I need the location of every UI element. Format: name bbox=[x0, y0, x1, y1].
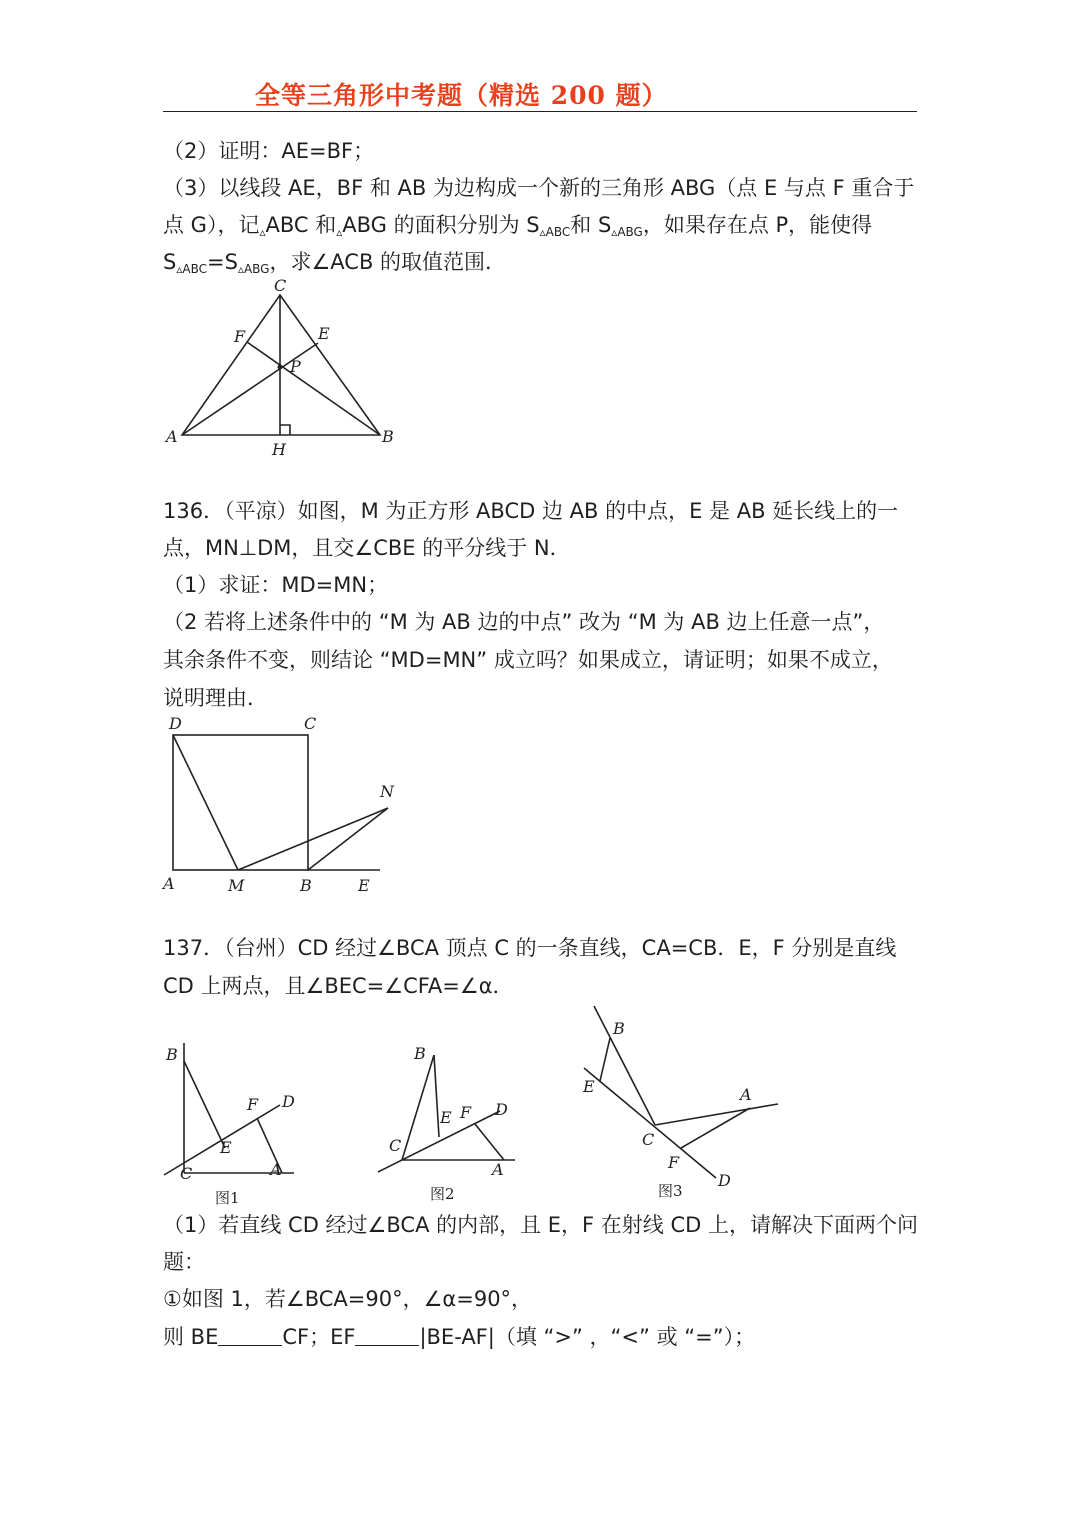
triangle-symbol: ▵ bbox=[336, 225, 343, 239]
line-be bbox=[184, 1061, 225, 1148]
figure-caption: 图3 bbox=[658, 1182, 683, 1200]
line-bn bbox=[308, 808, 388, 870]
label-e: E bbox=[440, 1108, 452, 1127]
label-f: F bbox=[460, 1103, 472, 1122]
label-f: F bbox=[247, 1095, 259, 1114]
label-a: A bbox=[270, 1160, 282, 1179]
label-a: A bbox=[492, 1160, 504, 1179]
label-f: F bbox=[668, 1153, 680, 1172]
q136-line4: （2 若将上述条件中的 “M 为 AB 边的中点” 改为 “M 为 AB 边上任意一点”， bbox=[163, 610, 885, 634]
label-e: E bbox=[358, 876, 370, 895]
text-segment: ABC 和 bbox=[265, 213, 337, 237]
label-p: P bbox=[290, 357, 301, 376]
q136-line6: 说明理由． bbox=[163, 686, 268, 710]
label-b: B bbox=[382, 427, 394, 446]
q137-figure-1 bbox=[160, 1035, 305, 1210]
label-d: D bbox=[169, 714, 182, 733]
label-e: E bbox=[220, 1138, 232, 1157]
q136-line2: 点，MN⊥DM，且交∠CBE 的平分线于 N． bbox=[163, 536, 571, 560]
text-segment: =S bbox=[206, 250, 238, 274]
line-dm bbox=[173, 735, 238, 870]
label-e: E bbox=[583, 1077, 595, 1096]
label-a: A bbox=[740, 1085, 752, 1104]
subscript-text: ABC bbox=[545, 225, 571, 239]
label-a: A bbox=[166, 427, 178, 446]
text-segment: ，如果存在点 P，能使得 bbox=[642, 213, 873, 237]
label-c: C bbox=[180, 1164, 193, 1183]
header-divider bbox=[163, 111, 917, 112]
answer-blank[interactable] bbox=[355, 1325, 419, 1346]
line-af bbox=[475, 1124, 504, 1160]
figure-caption: 图2 bbox=[430, 1185, 455, 1203]
label-c: C bbox=[642, 1130, 655, 1149]
q137-line2: CD 上两点，且∠BEC=∠CFA=∠α． bbox=[163, 974, 514, 998]
text-segment: ABG 的面积分别为 S bbox=[342, 213, 540, 237]
line-cb bbox=[402, 1055, 434, 1160]
label-h: H bbox=[272, 440, 286, 459]
label-e: E bbox=[318, 324, 330, 343]
text-segment: CF；EF bbox=[282, 1325, 356, 1349]
triangle-symbol: ▵ bbox=[611, 225, 618, 239]
subscript bbox=[611, 225, 643, 239]
line-cd bbox=[584, 1068, 716, 1178]
q137-figure-3 bbox=[580, 1000, 790, 1205]
q136-line3: （1）求证：MD=MN； bbox=[163, 573, 389, 597]
q137-line6 bbox=[163, 1322, 755, 1352]
label-d: D bbox=[495, 1100, 508, 1119]
q135-part3-line2 bbox=[163, 210, 872, 247]
triangle-symbol: ▵ bbox=[237, 262, 244, 276]
label-d: D bbox=[282, 1092, 295, 1111]
q137-line5: ①如图 1，若∠BCA=90°，∠α=90°， bbox=[163, 1287, 533, 1311]
q135-part3-line1: （3）以线段 AE，BF 和 AB 为边构成一个新的三角形 ABG（点 E 与点 F 重合于 bbox=[163, 176, 915, 200]
label-b: B bbox=[613, 1019, 625, 1038]
label-n: N bbox=[380, 782, 394, 801]
text-segment: 和 S bbox=[570, 213, 612, 237]
q136-square-figure bbox=[160, 712, 410, 902]
subscript-text: ABG bbox=[617, 225, 643, 239]
text-segment: ，求∠ACB 的取值范围． bbox=[269, 250, 507, 274]
text-segment: 点 G），记 bbox=[163, 213, 260, 237]
line-be bbox=[600, 1038, 610, 1081]
triangle-symbol: ▵ bbox=[176, 262, 183, 276]
answer-blank[interactable] bbox=[218, 1325, 282, 1346]
q135-triangle-figure bbox=[160, 275, 400, 465]
page-title: 全等三角形中考题（精选 200 题） bbox=[255, 81, 668, 110]
label-d: D bbox=[718, 1171, 731, 1190]
subscript bbox=[540, 225, 571, 239]
point-p bbox=[278, 365, 283, 370]
subscript bbox=[176, 262, 207, 276]
text-segment: 则 BE bbox=[163, 1325, 219, 1349]
text-segment: |BE-AF|（填 “>” ，“<” 或 “=”）； bbox=[419, 1325, 756, 1349]
q136-line1: 136．（平凉）如图，M 为正方形 ABCD 边 AB 的中点，E 是 AB 延长线上的一 bbox=[163, 499, 899, 523]
subscript bbox=[238, 262, 270, 276]
label-c: C bbox=[389, 1136, 402, 1155]
line-be bbox=[434, 1055, 439, 1137]
label-b: B bbox=[300, 876, 312, 895]
q136-line5: 其余条件不变，则结论 “MD=MN” 成立吗？如果成立，请证明；如果不成立， bbox=[163, 648, 893, 672]
q137-figure-2 bbox=[372, 1025, 527, 1205]
line-ca bbox=[655, 1104, 778, 1125]
q137-line1: 137．（台州）CD 经过∠BCA 顶点 C 的一条直线，CA=CB．E，F 分别是直线 bbox=[163, 936, 897, 960]
subscript-text: ABC bbox=[182, 262, 207, 276]
q137-line4: 题： bbox=[163, 1250, 205, 1274]
text-segment: S bbox=[163, 250, 177, 274]
q137-line3: （1）若直线 CD 经过∠BCA 的内部，且 E，F 在射线 CD 上，请解决下面两个问 bbox=[163, 1213, 918, 1237]
label-b: B bbox=[166, 1045, 178, 1064]
right-angle-mark bbox=[280, 425, 290, 435]
triangle-symbol: ▵ bbox=[539, 225, 546, 239]
line-bf bbox=[247, 342, 380, 435]
line-mn bbox=[238, 808, 388, 870]
label-f: F bbox=[234, 327, 246, 346]
figure-caption: 图1 bbox=[215, 1189, 240, 1207]
label-m: M bbox=[228, 876, 245, 895]
triangle-symbol: ▵ bbox=[259, 225, 266, 239]
subscript-text: ABG bbox=[243, 262, 270, 276]
label-c: C bbox=[274, 276, 287, 295]
q135-part2: （2）证明：AE=BF； bbox=[163, 139, 375, 163]
label-c: C bbox=[304, 714, 317, 733]
label-a: A bbox=[163, 874, 175, 893]
label-b: B bbox=[414, 1044, 426, 1063]
